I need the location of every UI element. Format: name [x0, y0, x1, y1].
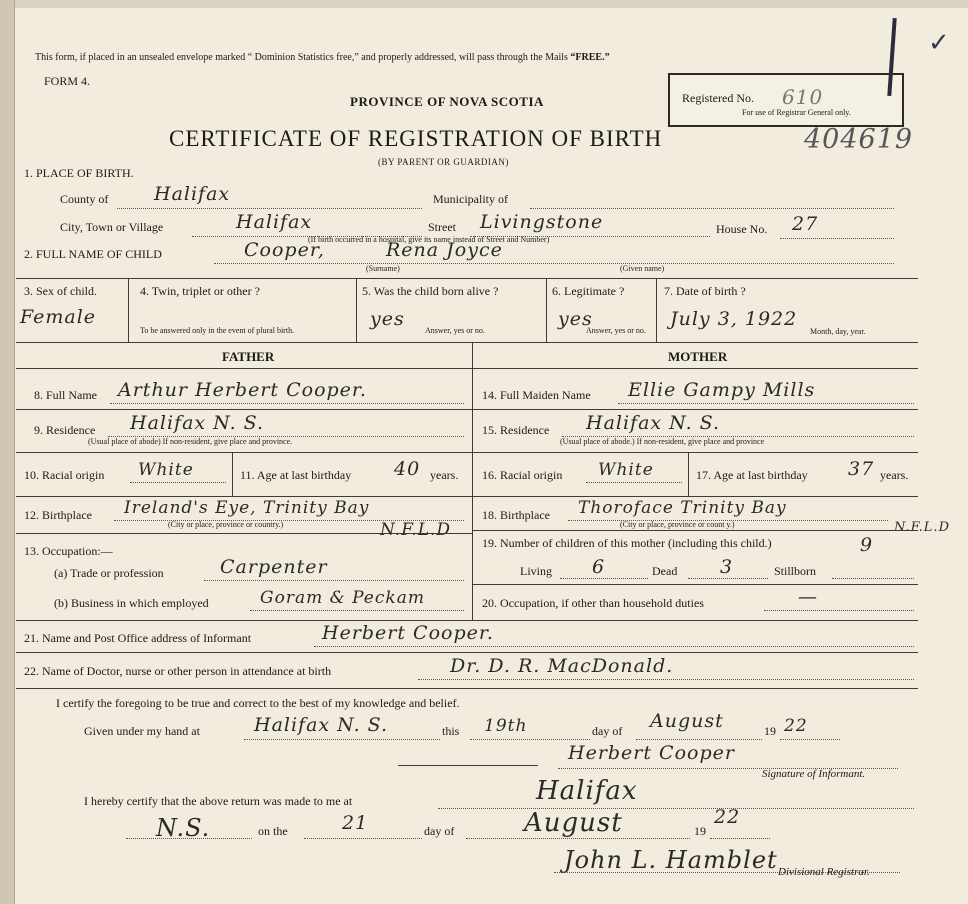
- mail-notice-free: “FREE.”: [570, 52, 610, 63]
- father-age-value: 40: [394, 458, 421, 480]
- street-label: Street: [428, 220, 456, 234]
- county-value: Halifax: [154, 183, 231, 205]
- given-year: 22: [784, 716, 808, 736]
- father-birthplace-value: Ireland's Eye, Trinity Bay: [124, 498, 370, 518]
- registrar-day-of-label: day of: [424, 824, 455, 838]
- dob-note: Month, day, year.: [810, 327, 866, 336]
- mother-racial-value: White: [598, 460, 654, 480]
- mother-heading: MOTHER: [668, 349, 728, 364]
- this-label: this: [442, 724, 460, 738]
- page-title: CERTIFICATE OF REGISTRATION OF BIRTH: [169, 126, 663, 151]
- mother-age-value: 37: [848, 458, 875, 480]
- given-note: (Given name): [620, 264, 665, 273]
- mail-notice-text: This form, if placed in an unsealed envelope marked “ Dominion Statistics free,” and properly addressed, will pass through the Mails: [35, 52, 568, 63]
- check-mark-icon: ✓: [928, 28, 950, 57]
- mother-occupation-value: —: [798, 586, 818, 608]
- mother-birthplace-label: 18. Birthplace: [482, 508, 550, 522]
- registrar-year-prefix: 19: [694, 824, 706, 838]
- father-name-label: 8. Full Name: [34, 388, 97, 402]
- stillborn-label: Stillborn: [774, 564, 817, 578]
- alive-label: 5. Was the child born alive ?: [362, 284, 499, 298]
- legitimate-label: 6. Legitimate ?: [552, 284, 625, 298]
- mother-residence-note: (Usual place of abode.) If non-resident, give place and province: [560, 437, 765, 446]
- file-number: 404619: [804, 124, 914, 155]
- street-value: Livingstone: [480, 211, 604, 233]
- father-years: years.: [430, 468, 459, 482]
- registrar-signature: John L. Hamblet: [564, 846, 778, 874]
- house-label: House No.: [716, 222, 768, 236]
- sex-label: 3. Sex of child.: [24, 284, 97, 298]
- sex-value: Female: [20, 306, 97, 328]
- certification-statement: I certify the foregoing to be true and correct to the best of my knowledge and belief.: [56, 696, 460, 710]
- father-trade-value: Carpenter: [220, 556, 328, 578]
- registrar-statement: I hereby certify that the above return was made to me at: [84, 794, 353, 808]
- day-of-label: day of: [592, 724, 623, 738]
- twin-label: 4. Twin, triplet or other ?: [140, 284, 260, 298]
- municipality-label: Municipality of: [433, 192, 508, 206]
- registered-value: 610: [782, 85, 824, 109]
- alive-value: yes: [370, 308, 405, 330]
- registrar-note: For use of Registrar General only.: [742, 108, 851, 117]
- city-value: Halifax: [236, 211, 313, 233]
- page-subtitle: (BY PARENT OR GUARDIAN): [378, 157, 509, 167]
- living-value: 6: [592, 556, 606, 578]
- surname-note: (Surname): [366, 264, 400, 273]
- informant-caption: Signature of Informant.: [762, 768, 866, 780]
- mother-residence-value: Halifax N. S.: [586, 412, 721, 434]
- mother-birthplace-value: Thoroface Trinity Bay: [578, 498, 787, 518]
- father-occupation-heading: 13. Occupation:—: [24, 544, 113, 558]
- binding-edge: [0, 0, 15, 904]
- informant-signature: Herbert Cooper: [568, 742, 735, 764]
- registered-number-box: [668, 73, 904, 127]
- registrar-day: 21: [342, 812, 369, 834]
- mother-occupation-label: 20. Occupation, if other than household duties: [482, 596, 704, 610]
- registrar-caption: Divisional Registrar.: [778, 866, 870, 878]
- dob-label: 7. Date of birth ?: [664, 284, 746, 298]
- informant-value: Herbert Cooper.: [322, 622, 494, 644]
- county-label: County of: [60, 192, 109, 206]
- father-business-label: (b) Business in which employed: [54, 596, 209, 610]
- given-label: Given under my hand at: [84, 724, 200, 738]
- mother-years: years.: [880, 468, 909, 482]
- city-label: City, Town or Village: [60, 220, 164, 234]
- dead-value: 3: [720, 556, 734, 578]
- father-heading: FATHER: [222, 349, 275, 364]
- father-age-label: 11. Age at last birthday: [240, 468, 352, 482]
- father-birthplace-value2: N.F.L.D: [380, 520, 452, 540]
- legitimate-value: yes: [558, 308, 593, 330]
- mother-birthplace-value2: N.F.L.D: [894, 520, 950, 535]
- mother-name-value: Ellie Gampy Mills: [628, 379, 816, 401]
- mother-children-value: 9: [860, 534, 874, 556]
- registrar-year: 22: [714, 806, 741, 828]
- mother-name-label: 14. Full Maiden Name: [482, 388, 591, 402]
- twin-note: To be answered only in the event of plural birth.: [140, 326, 295, 335]
- father-trade-label: (a) Trade or profession: [54, 566, 164, 580]
- registrar-initials: N.S.: [156, 814, 211, 842]
- informant-label: 21. Name and Post Office address of Informant: [24, 631, 252, 645]
- dead-label: Dead: [652, 564, 678, 578]
- registered-label: Registered No.: [682, 91, 754, 105]
- mother-children-label: 19. Number of children of this mother (including this child.): [482, 536, 772, 550]
- given-place: Halifax N. S.: [254, 714, 389, 736]
- child-given-value: Rena Joyce: [386, 239, 503, 261]
- hospital-note: (If birth occurred in a hospital, give its name instead of Street and Number): [308, 235, 550, 244]
- father-racial-value: White: [138, 460, 194, 480]
- father-business-value: Goram & Peckam: [260, 588, 425, 608]
- father-residence-value: Halifax N. S.: [130, 412, 265, 434]
- father-name-value: Arthur Herbert Cooper.: [118, 379, 367, 401]
- child-name-label: 2. FULL NAME OF CHILD: [24, 247, 162, 261]
- father-residence-label: 9. Residence: [34, 423, 96, 437]
- doctor-value: Dr. D. R. MacDonald.: [450, 655, 674, 677]
- form-number: FORM 4.: [44, 74, 91, 88]
- place-heading: 1. PLACE OF BIRTH.: [24, 166, 134, 180]
- registrar-month: August: [524, 808, 623, 838]
- birth-certificate-form: [14, 8, 968, 904]
- mother-racial-label: 16. Racial origin: [482, 468, 563, 482]
- mother-residence-label: 15. Residence: [482, 423, 550, 437]
- year-prefix: 19: [764, 724, 776, 738]
- legitimate-note: Answer, yes or no.: [586, 326, 646, 335]
- house-value: 27: [792, 213, 819, 235]
- mail-notice: [35, 52, 610, 63]
- alive-note: Answer, yes or no.: [425, 326, 485, 335]
- father-birthplace-note: (City or place, province or country.): [168, 520, 284, 529]
- mother-age-label: 17. Age at last birthday: [696, 468, 808, 482]
- given-day: 19th: [484, 716, 528, 736]
- living-label: Living: [520, 564, 552, 578]
- child-surname-value: Cooper,: [244, 239, 325, 261]
- father-racial-label: 10. Racial origin: [24, 468, 105, 482]
- given-month: August: [650, 710, 724, 732]
- dob-value: July 3, 1922: [670, 308, 798, 330]
- father-residence-note: (Usual place of abode) If non-resident, give place and province.: [88, 437, 293, 446]
- registrar-place: Halifax: [536, 776, 638, 806]
- on-the-label: on the: [258, 824, 288, 838]
- doctor-label: 22. Name of Doctor, nurse or other person in attendance at birth: [24, 664, 332, 678]
- mother-birthplace-note: (City or place, province or count y.): [620, 520, 735, 529]
- father-birthplace-label: 12. Birthplace: [24, 508, 92, 522]
- province-heading: PROVINCE OF NOVA SCOTIA: [350, 94, 544, 109]
